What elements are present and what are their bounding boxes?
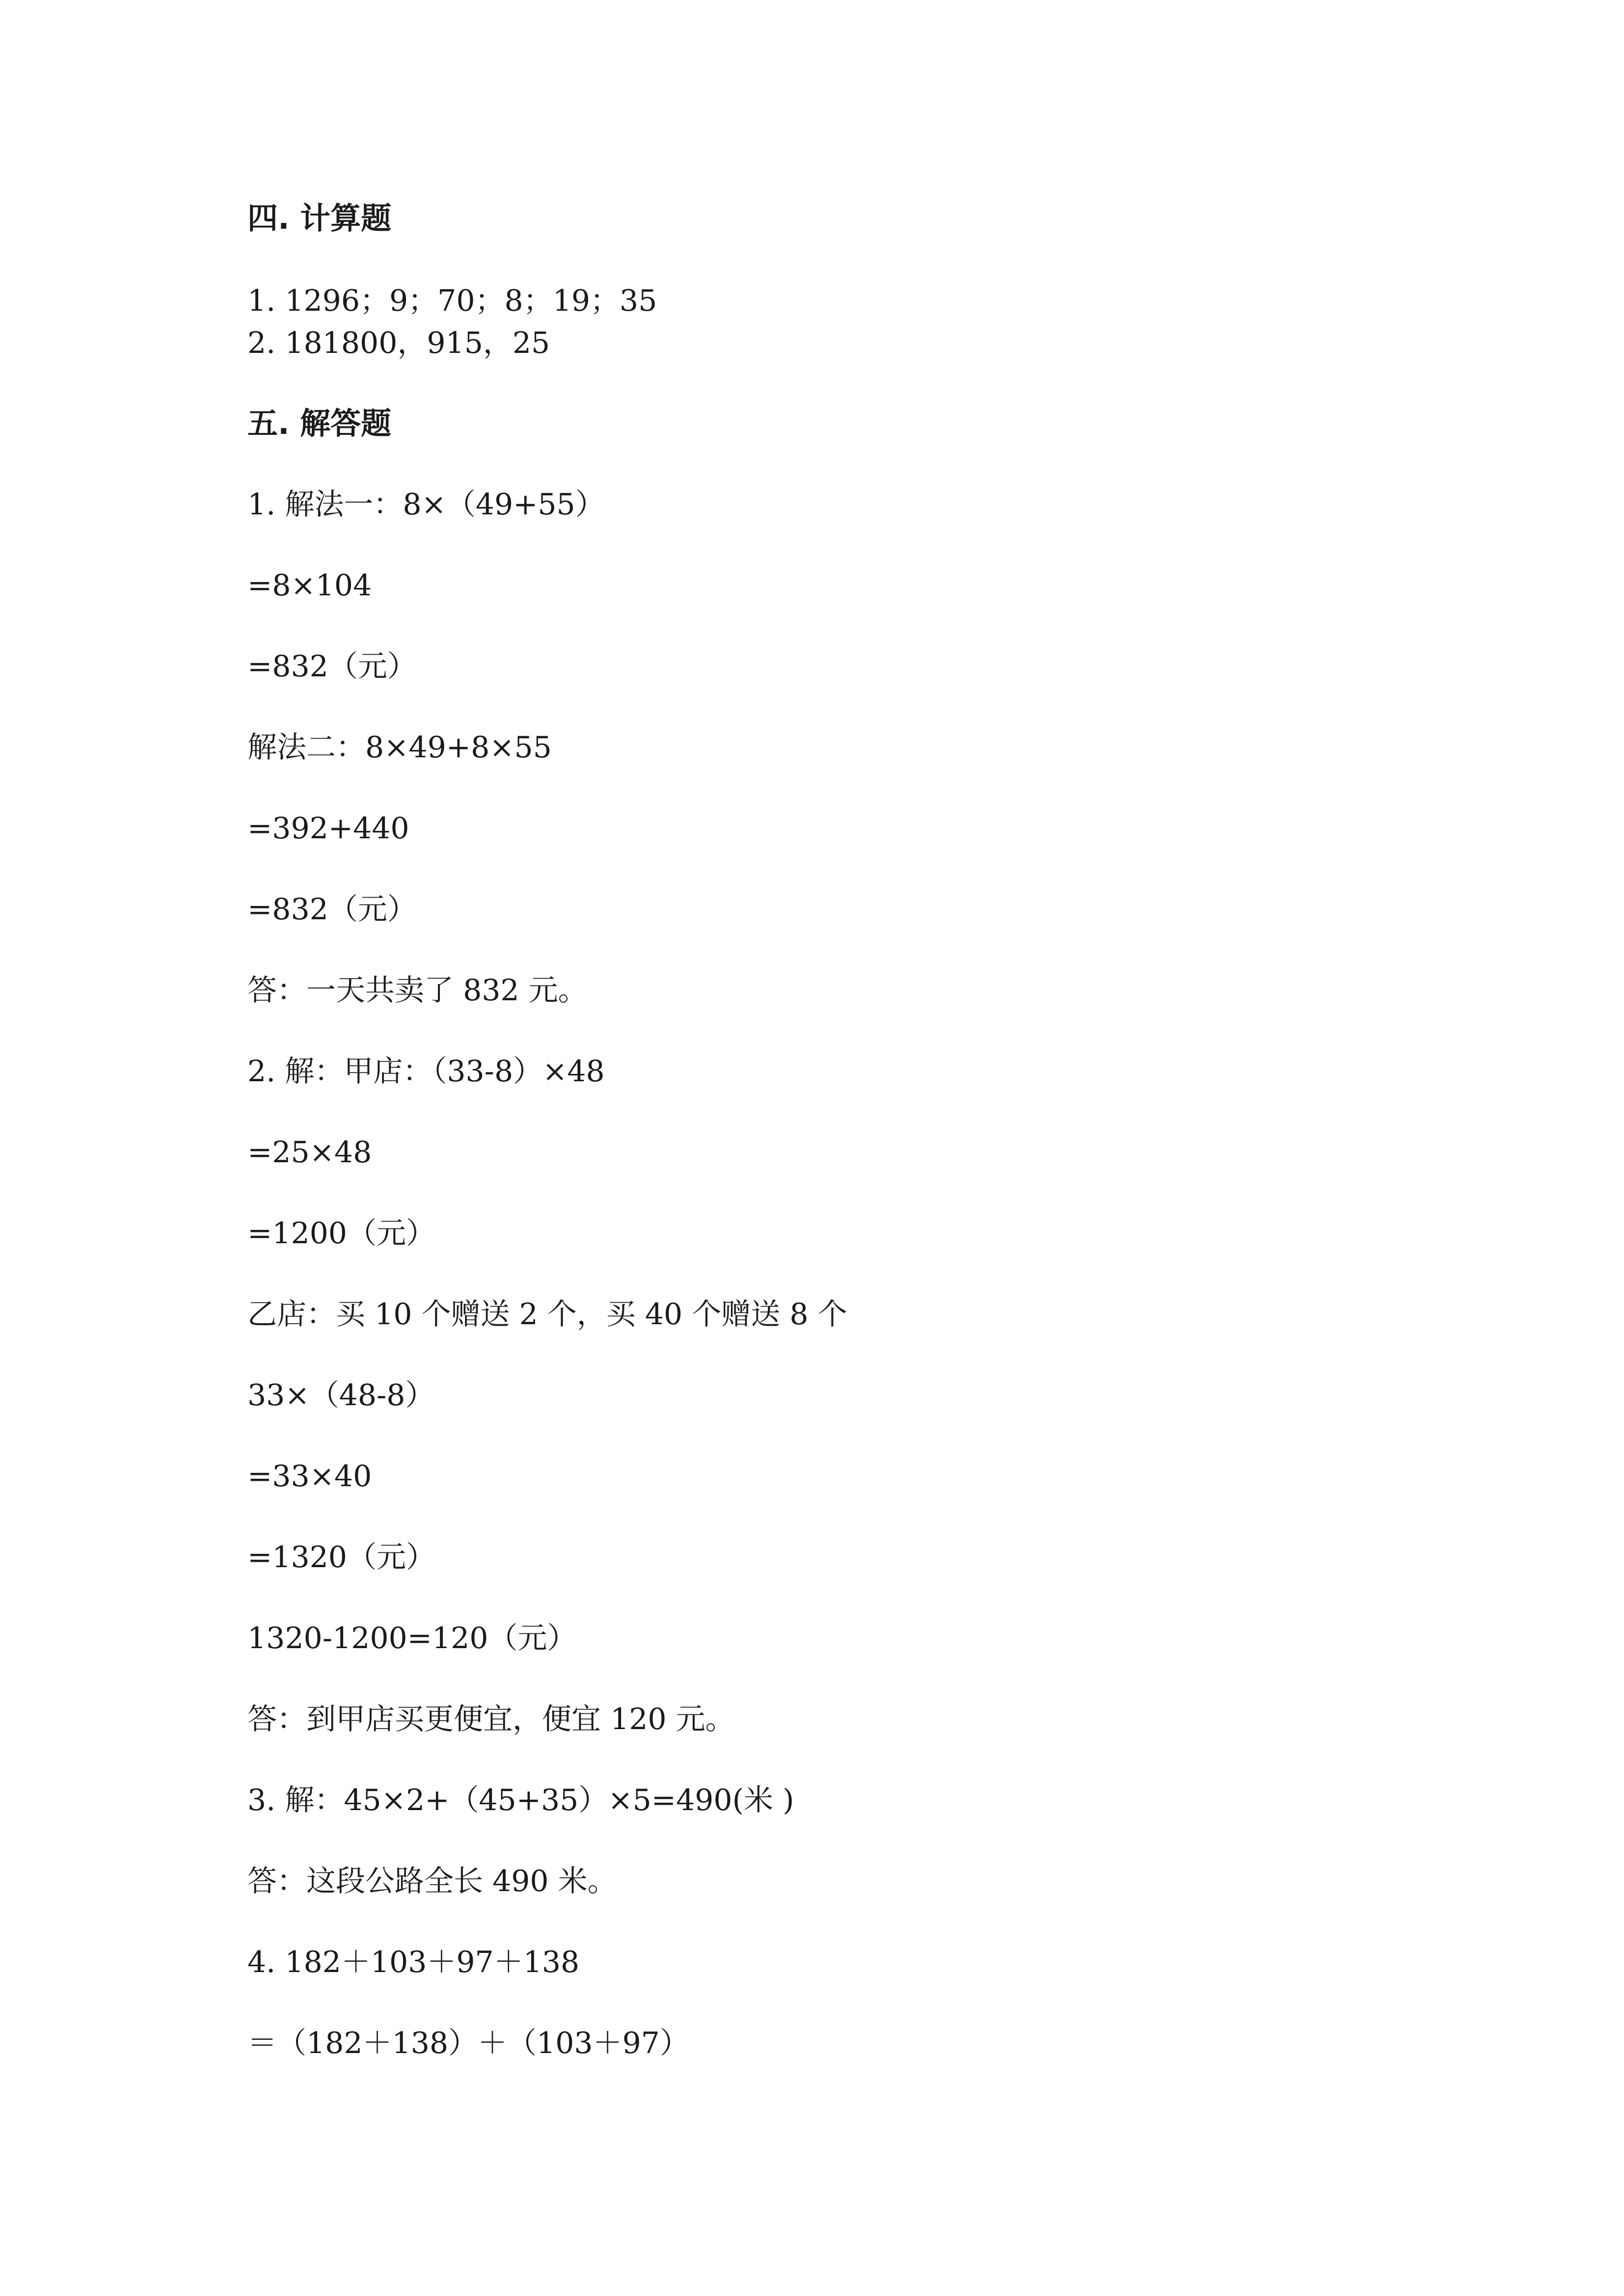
answer-line: 答：一天共卖了 832 元。: [247, 973, 588, 1008]
calc-answer-2: 2. 181800，915，25: [247, 326, 550, 360]
solution-line: 33×（48-8）: [247, 1378, 435, 1413]
solution-line: =1320（元）: [247, 1540, 435, 1575]
calc-answer-1: 1. 1296；9；70；8；19；35: [247, 284, 657, 318]
solution-line: ＝（182＋138）＋（103＋97）: [247, 2026, 689, 2060]
solution-line: =832（元）: [247, 649, 417, 684]
solution-line: 3. 解：45×2+（45+35）×5=490(米 ): [247, 1783, 794, 1817]
solution-line: 4. 182＋103＋97＋138: [247, 1945, 580, 1979]
solution-line: =25×48: [247, 1135, 372, 1170]
solution-line: =392+440: [247, 811, 409, 846]
solution-line: =8×104: [247, 568, 372, 603]
answer-line: 答：到甲店买更便宜，便宜 120 元。: [247, 1702, 735, 1736]
answer-line: 答：这段公路全长 490 米。: [247, 1864, 617, 1898]
section-heading-calculation: 四. 计算题: [247, 200, 392, 236]
solution-line: 2. 解：甲店：（33-8）×48: [247, 1054, 605, 1089]
solution-line: 乙店：买 10 个赠送 2 个，买 40 个赠送 8 个: [247, 1297, 847, 1332]
solution-line: =832（元）: [247, 892, 417, 927]
solution-line: 解法二：8×49+8×55: [247, 730, 552, 765]
solution-line: =33×40: [247, 1459, 372, 1494]
solution-line: 1. 解法一：8×（49+55）: [247, 487, 605, 522]
section-heading-word-problems: 五. 解答题: [247, 405, 392, 441]
solution-line: =1200（元）: [247, 1216, 435, 1251]
solution-line: 1320-1200=120（元）: [247, 1621, 577, 1655]
